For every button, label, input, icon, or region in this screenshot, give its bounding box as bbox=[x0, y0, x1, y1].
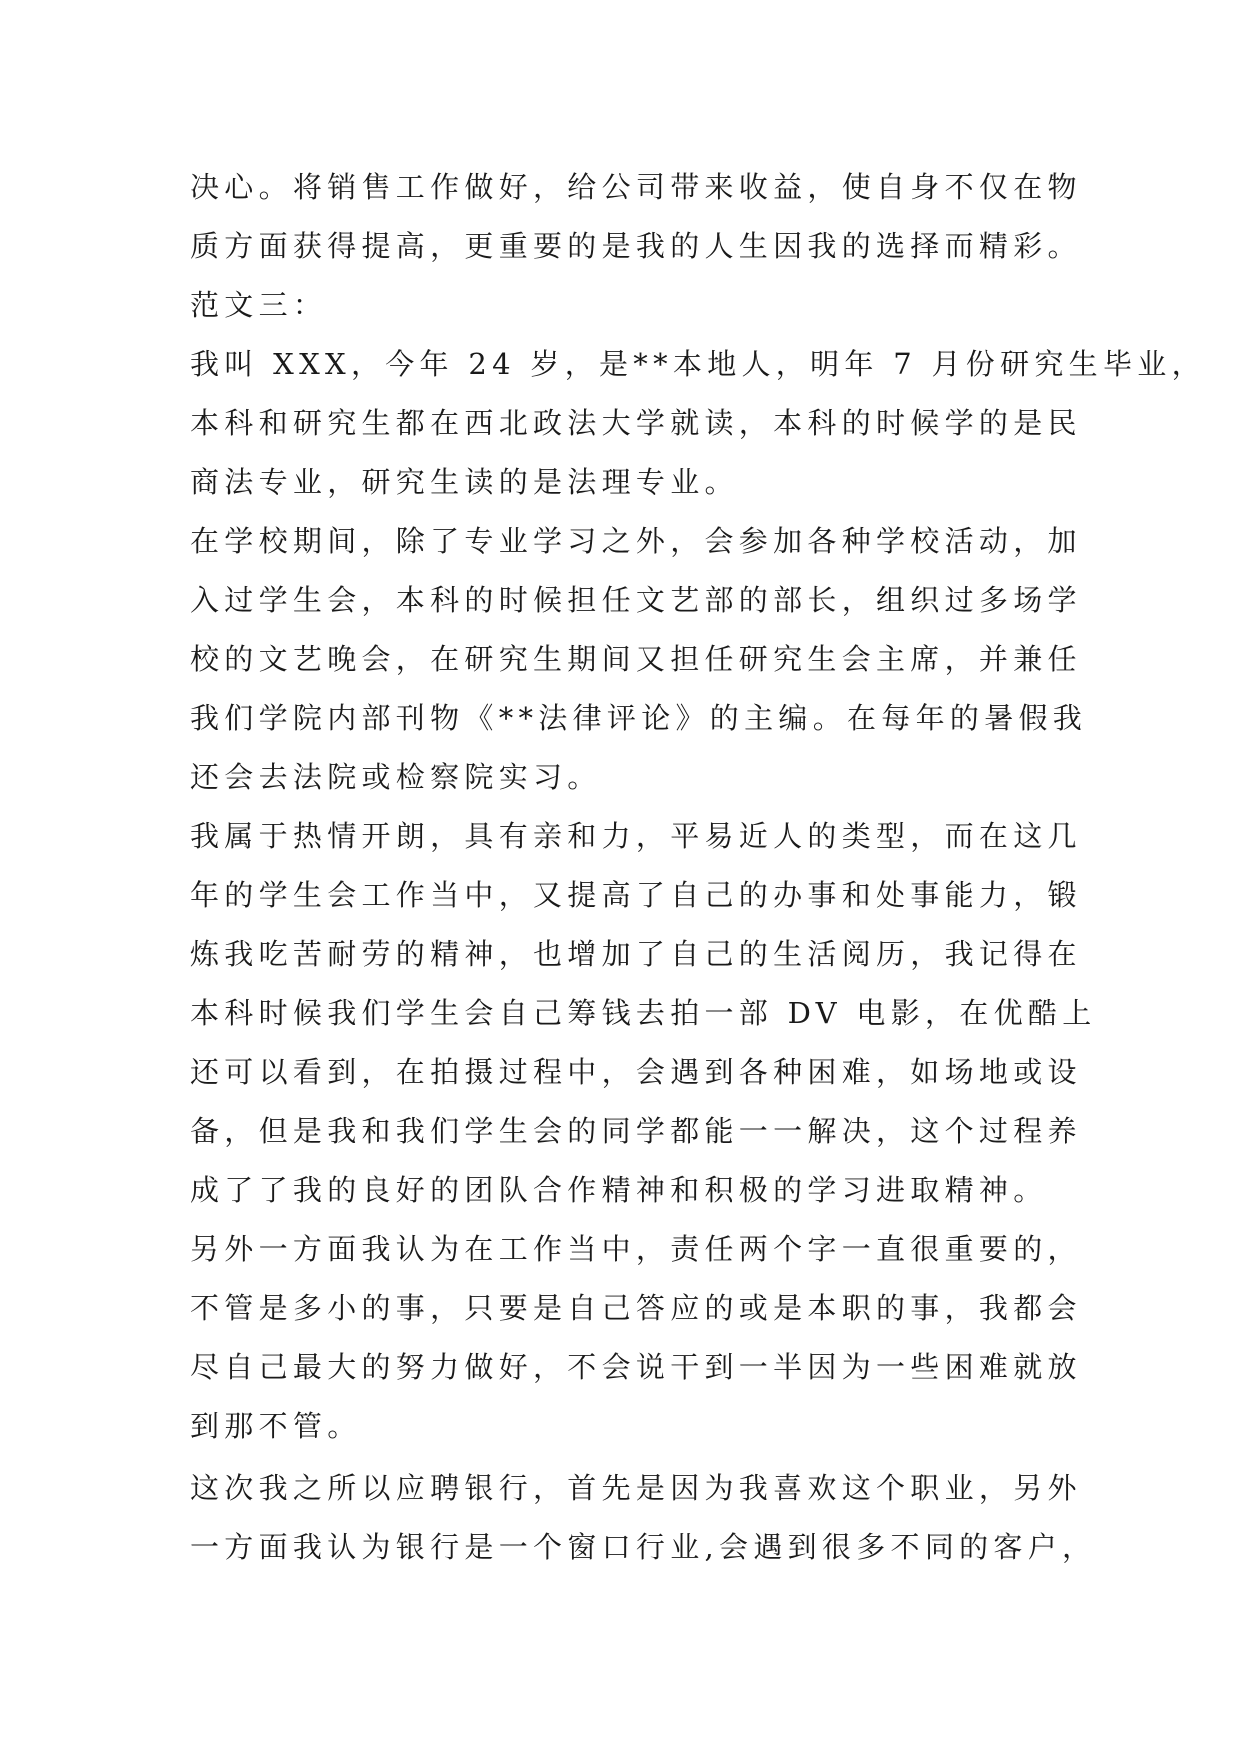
section-heading: 范文三： bbox=[190, 288, 328, 322]
text-line: 炼我吃苦耐劳的精神，也增加了自己的生活阅历，我记得在 bbox=[190, 937, 1082, 971]
text-line: 我们学院内部刊物《**法律评论》的主编。在每年的暑假我 bbox=[190, 701, 1088, 735]
text-line: 本科和研究生都在西北政法大学就读，本科的时候学的是民 bbox=[190, 406, 1082, 440]
text-line: 校的文艺晚会，在研究生期间又担任研究生会主席，并兼任 bbox=[190, 642, 1082, 676]
text-line: 另外一方面我认为在工作当中，责任两个字一直很重要的， bbox=[190, 1232, 1082, 1266]
text-line: 决心。将销售工作做好，给公司带来收益，使自身不仅在物 bbox=[190, 170, 1082, 204]
document-body bbox=[190, 158, 1206, 1577]
text-line: 备，但是我和我们学生会的同学都能一一解决，这个过程养 bbox=[190, 1114, 1082, 1148]
text-line: 在学校期间，除了专业学习之外，会参加各种学校活动，加 bbox=[190, 524, 1082, 558]
text-line: 尽自己最大的努力做好，不会说干到一半因为一些困难就放 bbox=[190, 1350, 1082, 1384]
text-line: 我属于热情开朗，具有亲和力，平易近人的类型，而在这几 bbox=[190, 819, 1082, 853]
text-line: 不管是多小的事，只要是自己答应的或是本职的事，我都会 bbox=[190, 1291, 1082, 1325]
text-line: 商法专业，研究生读的是法理专业。 bbox=[190, 465, 739, 499]
text-line: 年的学生会工作当中，又提高了自己的办事和处事能力，锻 bbox=[190, 878, 1082, 912]
text-line: 成了了我的良好的团队合作精神和积极的学习进取精神。 bbox=[190, 1173, 1048, 1207]
text-line: 到那不管。 bbox=[190, 1409, 362, 1443]
text-line: 一方面我认为银行是一个窗口行业,会遇到很多不同的客户， bbox=[190, 1530, 1097, 1564]
text-line: 本科时候我们学生会自己筹钱去拍一部 DV 电影，在优酷上 bbox=[190, 996, 1097, 1030]
text-line: 还可以看到，在拍摄过程中，会遇到各种困难，如场地或设 bbox=[190, 1055, 1082, 1089]
text-line: 这次我之所以应聘银行，首先是因为我喜欢这个职业，另外 bbox=[190, 1471, 1082, 1505]
text-line: 我叫 XXX，今年 24 岁，是**本地人，明年 7 月份研究生毕业， bbox=[190, 347, 1206, 381]
text-line: 还会去法院或检察院实习。 bbox=[190, 760, 602, 794]
text-line: 质方面获得提高，更重要的是我的人生因我的选择而精彩。 bbox=[190, 229, 1082, 263]
text-line: 入过学生会，本科的时候担任文艺部的部长，组织过多场学 bbox=[190, 583, 1082, 617]
